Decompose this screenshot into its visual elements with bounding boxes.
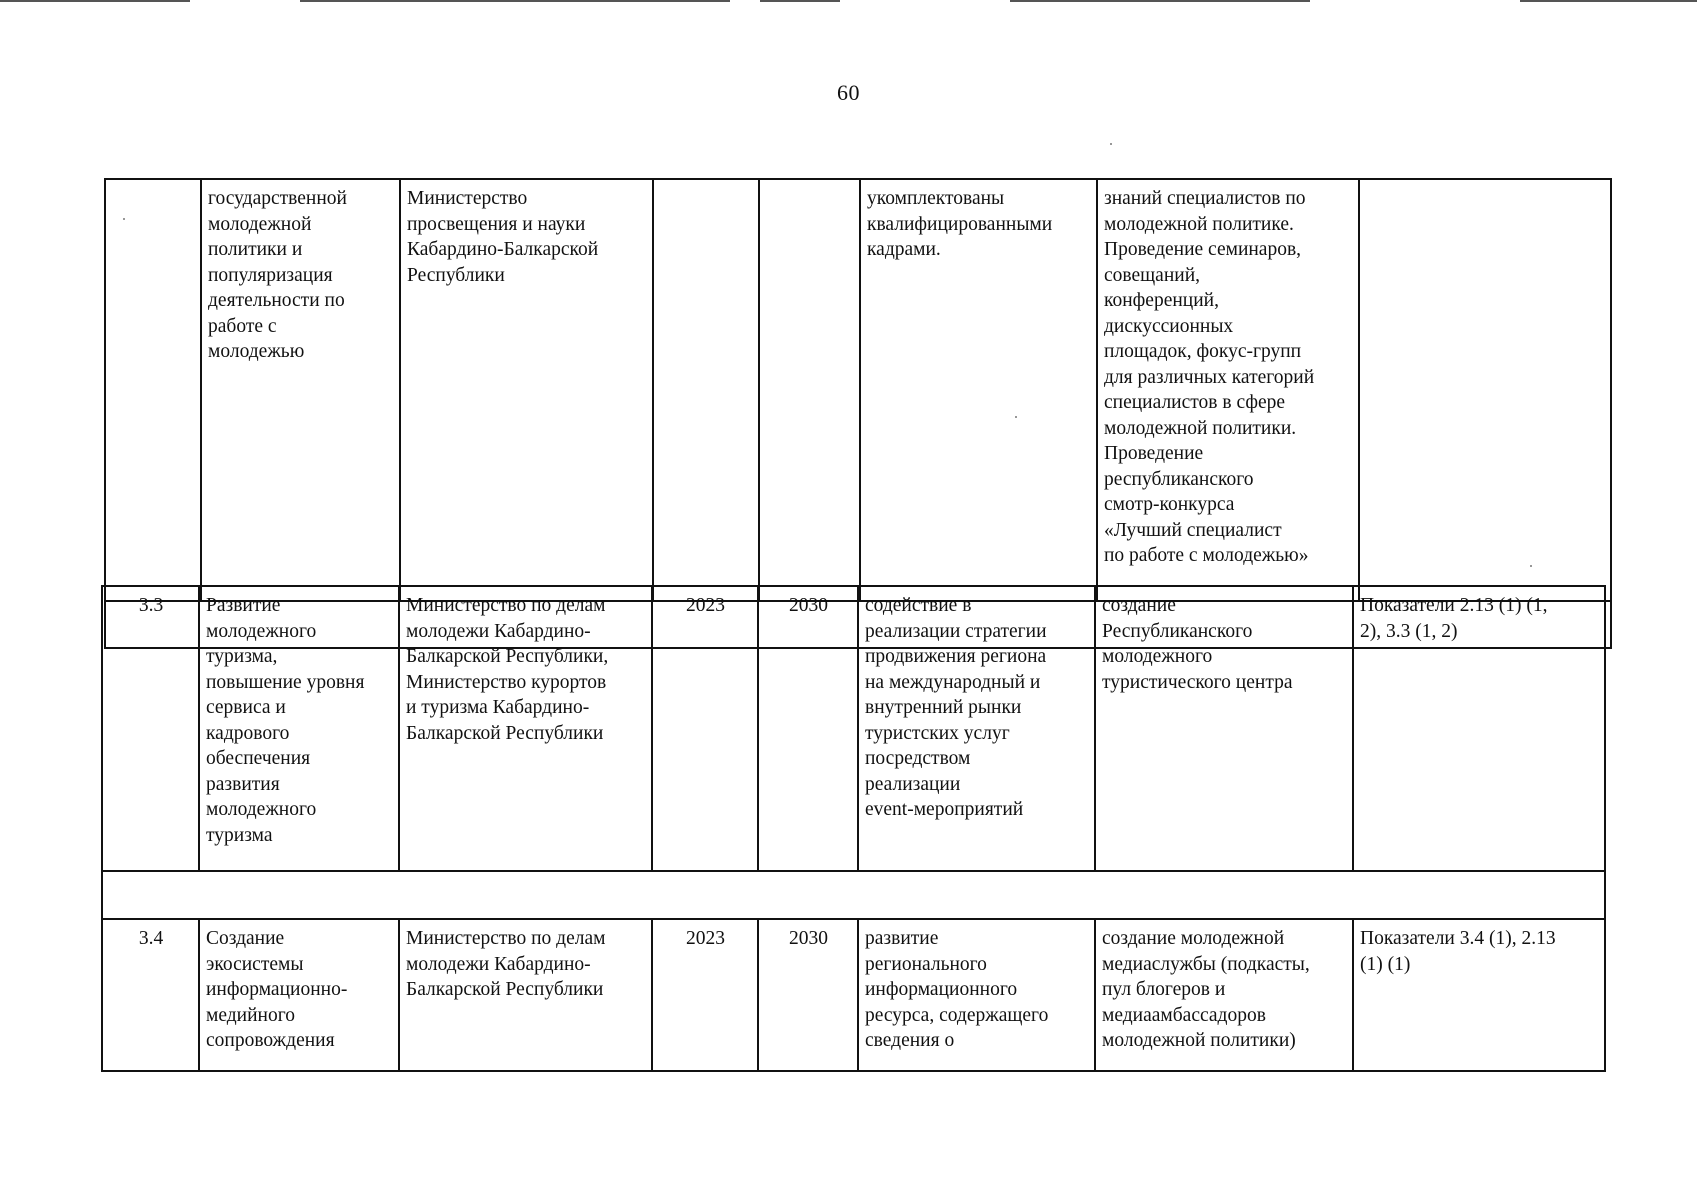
- cell-indicators: Показатели 3.4 (1), 2.13 (1) (1): [1353, 919, 1605, 1071]
- cell-result: содействие в реализации стратегии продвижения региона на международный и внутренний рынки туристских услуг посредством реализации event-мероприятий: [858, 586, 1095, 871]
- cell-number: 3.4: [102, 919, 199, 1071]
- scan-speck: [1015, 416, 1017, 418]
- cell-end-year: 2030: [758, 919, 858, 1071]
- cell-start-year: 2023: [652, 919, 758, 1071]
- cell-content: создание молодежной медиаслужбы (подкасты, пул блогеров и медиаамбассадоров молодежной политики): [1095, 919, 1353, 1071]
- separator-row: [102, 871, 1605, 919]
- scan-speck: [1530, 565, 1532, 567]
- scan-edge-line: [0, 0, 1697, 3]
- cell-end-year: [759, 179, 860, 601]
- cell-number: [105, 179, 201, 601]
- cell-end-year: 2030: [758, 586, 858, 871]
- cell-result: развитие регионального информационного ресурса, содержащего сведения о: [858, 919, 1095, 1071]
- measures-table-bottom: [101, 585, 1606, 1072]
- measures-table-top: [104, 178, 1612, 649]
- cell-content: создание Республиканского молодежного туристического центра: [1095, 586, 1353, 871]
- cell-start-year: 2023: [652, 586, 758, 871]
- cell-title: Развитие молодежного туризма, повышение уровня сервиса и кадрового обеспечения развития молодежного туризма: [199, 586, 399, 871]
- scan-speck: [1110, 143, 1112, 145]
- cell-number: 3.3: [102, 586, 199, 871]
- cell-result: укомплектованы квалифицированными кадрами.: [860, 179, 1097, 601]
- cell-start-year: [653, 179, 759, 601]
- cell-executor: Министерство по делам молодежи Кабардино- Балкарской Республики: [399, 919, 652, 1071]
- cell-executor: Министерство по делам молодежи Кабардино- Балкарской Республики, Министерство курортов и туризма Кабардино- Балкарской Республики: [399, 586, 652, 871]
- cell-title: государственной молодежной политики и популяризация деятельности по работе с молодежью: [201, 179, 400, 601]
- cell-executor: Министерство просвещения и науки Кабардино-Балкарской Республики: [400, 179, 653, 601]
- table-row: [102, 586, 1605, 871]
- cell-content: знаний специалистов по молодежной политике. Проведение семинаров, совещаний, конференций, дискуссионных площадок, фокус-групп для различных категорий специалистов в сфере молодежной политики. Проведение республиканского смотр-конкурса «Лучший специалист по работе с молодежью»: [1097, 179, 1359, 601]
- cell-indicators: Показатели 2.13 (1) (1, 2), 3.3 (1, 2): [1353, 586, 1605, 871]
- cell-title: Создание экосистемы информационно- медийного сопровождения: [199, 919, 399, 1071]
- scan-speck: [123, 218, 125, 220]
- table-row: [105, 179, 1611, 601]
- table-row: [102, 919, 1605, 1071]
- page-number: 60: [837, 80, 860, 105]
- cell-indicators: [1359, 179, 1611, 601]
